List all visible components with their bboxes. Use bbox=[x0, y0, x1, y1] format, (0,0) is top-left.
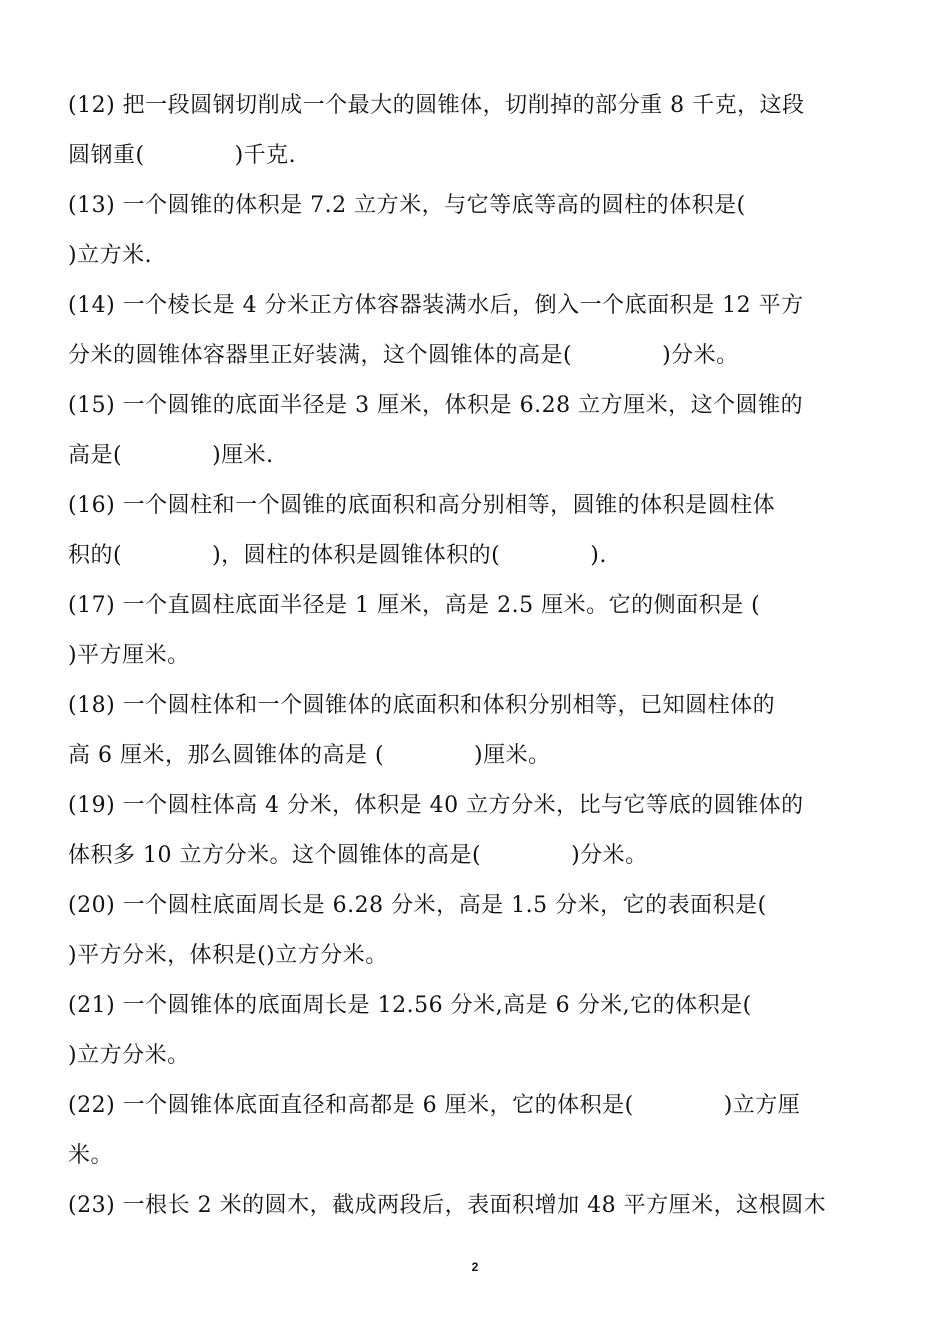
text-line: (17) 一个直圆柱底面半径是 1 厘米，高是 2.5 厘米。它的侧面积是 ( bbox=[68, 593, 761, 618]
text-line: )平方分米，体积是()立方分米。 bbox=[68, 943, 388, 968]
text-line: 高是( )厘米. bbox=[68, 443, 274, 468]
text-line: (12) 把一段圆钢切削成一个最大的圆锥体，切削掉的部分重 8 千克，这段 bbox=[68, 93, 805, 118]
text-line: 圆钢重( )千克. bbox=[68, 143, 297, 168]
text-line: (22) 一个圆锥体底面直径和高都是 6 厘米，它的体积是( )立方厘 bbox=[68, 1093, 801, 1118]
text-line: 分米的圆锥体容器里正好装满，这个圆锥体的高是( )分米。 bbox=[68, 343, 739, 368]
text-line: 高 6 厘米，那么圆锥体的高是 ( )厘米。 bbox=[68, 743, 551, 768]
text-line: )平方厘米。 bbox=[68, 643, 190, 668]
text-line: (19) 一个圆柱体高 4 分米，体积是 40 立方分米，比与它等底的圆锥体的 bbox=[68, 793, 804, 818]
text-line: (16) 一个圆柱和一个圆锥的底面积和高分别相等，圆锥的体积是圆柱体 bbox=[68, 493, 776, 518]
text-line: 米。 bbox=[68, 1143, 114, 1168]
text-line: 积的( )，圆柱的体积是圆锥体积的( ). bbox=[68, 543, 607, 568]
text-line: 体积多 10 立方分米。这个圆锥体的高是( )分米。 bbox=[68, 843, 648, 868]
text-line: (13) 一个圆锥的体积是 7.2 立方米，与它等底等高的圆柱的体积是( bbox=[68, 193, 746, 218]
text-line: (15) 一个圆锥的底面半径是 3 厘米，体积是 6.28 立方厘米，这个圆锥的 bbox=[68, 393, 804, 418]
text-line: )立方分米。 bbox=[68, 1043, 190, 1068]
page-number: 2 bbox=[471, 1260, 479, 1274]
text-line: )立方米. bbox=[68, 243, 153, 268]
text-line: (14) 一个棱长是 4 分米正方体容器装满水后，倒入一个底面积是 12 平方 bbox=[68, 293, 804, 318]
text-line: (20) 一个圆柱底面周长是 6.28 分米，高是 1.5 分米，它的表面积是( bbox=[68, 893, 767, 918]
text-line: (21) 一个圆锥体的底面周长是 12.56 分米,高是 6 分米,它的体积是( bbox=[68, 993, 752, 1018]
text-line: (18) 一个圆柱体和一个圆锥体的底面积和体积分别相等，已知圆柱体的 bbox=[68, 693, 776, 718]
text-line: (23) 一根长 2 米的圆木，截成两段后，表面积增加 48 平方厘米，这根圆木 bbox=[68, 1193, 827, 1218]
